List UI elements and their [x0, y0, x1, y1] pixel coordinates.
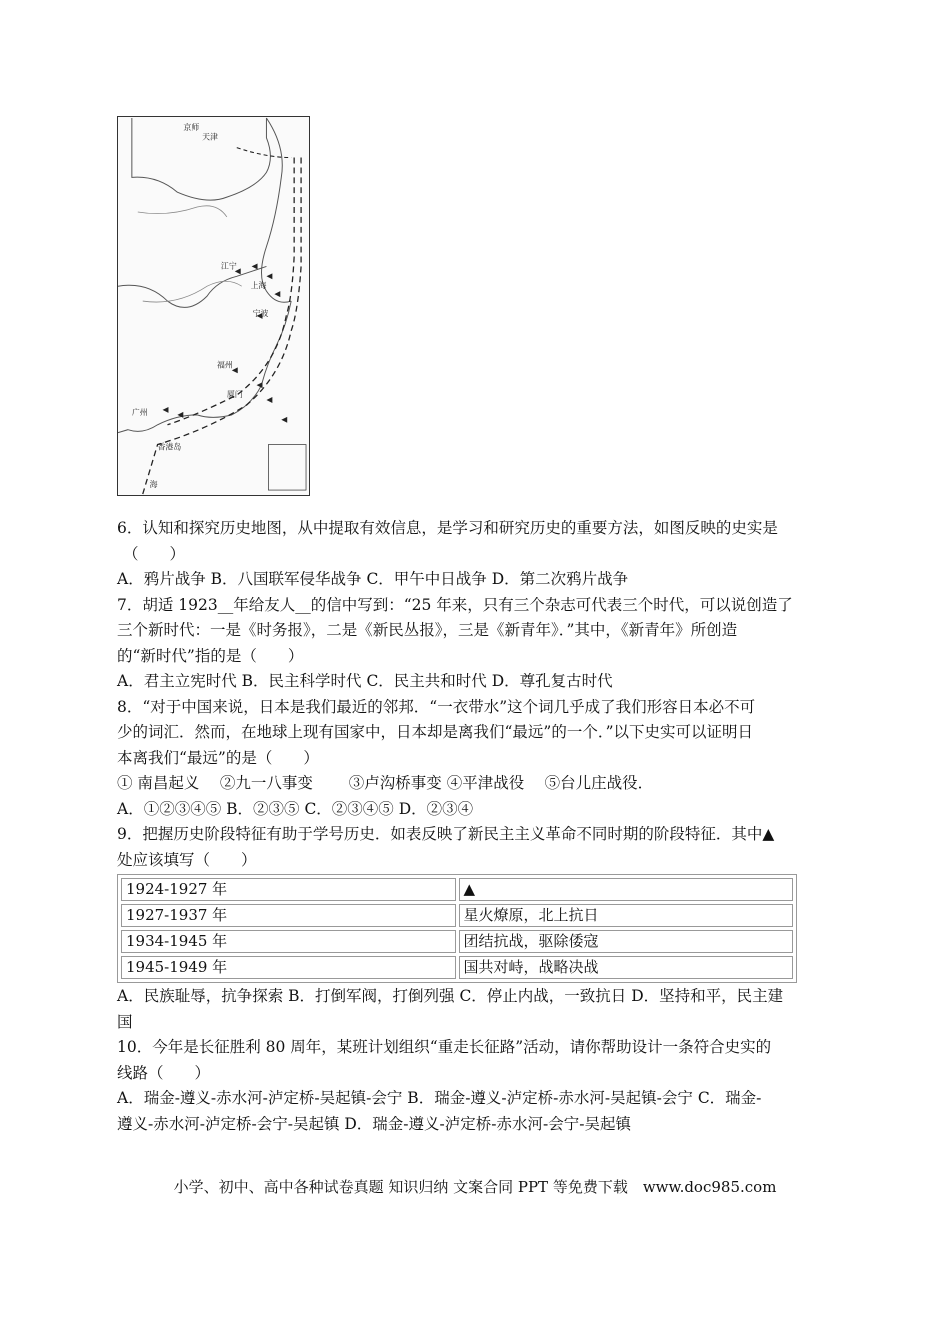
table-cell-period: 1934-1945 年 — [121, 930, 456, 953]
question-9 — [117, 822, 833, 1035]
question-10 — [117, 1035, 833, 1137]
q6-options: A．鸦片战争 B．八国联军侵华战争 C．甲午中日战争 D．第二次鸦片战争 — [117, 570, 629, 588]
map-label-tianjin: 天津 — [202, 132, 218, 142]
q9-options-line2: 国 — [117, 1012, 133, 1031]
q9-line2: 处应该填写（ ） — [117, 850, 257, 869]
stage-table — [117, 874, 797, 983]
map-label-fuzhou: 福州 — [216, 360, 233, 370]
q10-line2: 线路（ ） — [117, 1063, 211, 1082]
table-row — [121, 904, 793, 927]
q7-line3: 的“新时代”指的是（ ） — [117, 646, 304, 665]
table-row — [121, 956, 793, 979]
q10-line1: 10．今年是长征胜利 80 周年，某班计划组织“重走长征路”活动，请你帮助设计一条符合史实的 — [117, 1038, 772, 1056]
table-cell-period: 1924-1927 年 — [121, 878, 456, 901]
questions — [117, 516, 833, 1137]
question-8 — [117, 695, 833, 823]
q7-line2: 三个新时代：一是《时务报》，二是《新民丛报》，三是《新青年》．”其中，《新青年》所创造 — [117, 621, 738, 639]
question-7 — [117, 593, 833, 695]
q7-line1: 7．胡适 1923__年给友人__的信中写到：“25 年来，只有三个杂志可代表三个时代，可以说创造了 — [117, 595, 793, 614]
map-label-jiangning: 江宁 — [220, 261, 237, 271]
table-cell-feature: 星火燎原，北上抗日 — [459, 904, 794, 927]
q8-line1: 8．“对于中国来说，日本是我们最近的邻邦．“一衣带水”这个词几乎成了我们形容日本必不可 — [117, 697, 756, 716]
map-label-sea: 海 — [149, 480, 158, 490]
table-row — [121, 878, 793, 901]
q10-options-line2: 遵义-赤水河-泸定桥-会宁-吴起镇 D．瑞金-遵义-泸定桥-赤水河-会宁-吴起镇 — [117, 1114, 631, 1133]
q9-line1: 9．把握历史阶段特征有助于学号历史．如表反映了新民主主义革命不同时期的阶段特征．其中▲ — [117, 825, 775, 843]
q8-line3: 本离我们“最远”的是（ ） — [117, 748, 319, 767]
q6-paren: （ ） — [123, 544, 186, 563]
table-row — [121, 930, 793, 953]
map-label-shanghai: 上海 — [250, 281, 267, 291]
map-label-guangzhou: 广州 — [131, 407, 148, 417]
map-label-beijing: 京师 — [183, 122, 200, 132]
q8-options: A．①②③④⑤ B．②③⑤ C．②③④⑤ D．②③④ — [117, 799, 474, 818]
map-drawing — [118, 117, 309, 495]
q8-items: ① 南昌起义 ②九一八事变 ③卢沟桥事变 ④平津战役 ⑤台儿庄战役． — [117, 774, 654, 792]
map-label-xiamen: 厦门 — [226, 390, 243, 400]
question-6 — [117, 516, 833, 593]
map-label-ningbo: 宁波 — [252, 308, 269, 318]
table-cell-period: 1945-1949 年 — [121, 956, 456, 979]
table-cell-feature: 团结抗战，驱除倭寇 — [459, 930, 794, 953]
q7-options: A．君主立宪时代 B．民主科学时代 C．民主共和时代 D．尊孔复古时代 — [117, 672, 613, 690]
q9-options-line1: A．民族耻辱，抗争探索 B．打倒军阀，打倒列强 C．停止内战，一致抗日 D．坚持和平，民主建 — [117, 987, 784, 1005]
q6-stem: 6．认知和探究历史地图，从中提取有效信息，是学习和研究历史的重要方法，如图反映的史实是 — [117, 519, 778, 537]
page-footer: 小学、初中、高中各种试卷真题 知识归纳 文案合同 PPT 等免费下载 www.doc985.com — [173, 1178, 777, 1196]
q10-options-line1: A．瑞金-遵义-赤水河-泸定桥-吴起镇-会宁 B．瑞金-遵义-泸定桥-赤水河-吴起镇-会宁 C．瑞金- — [117, 1089, 762, 1107]
table-cell-feature: 国共对峙，战略决战 — [459, 956, 794, 979]
table-cell-period: 1927-1937 年 — [121, 904, 456, 927]
table-cell-feature: ▲ — [459, 878, 794, 901]
historical-map — [117, 116, 310, 496]
q8-line2: 少的词汇．然而，在地球上现有国家中，日本却是离我们“最远”的一个．”以下史实可以证明日 — [117, 723, 754, 741]
map-label-hongkong: 香港岛 — [157, 442, 182, 452]
